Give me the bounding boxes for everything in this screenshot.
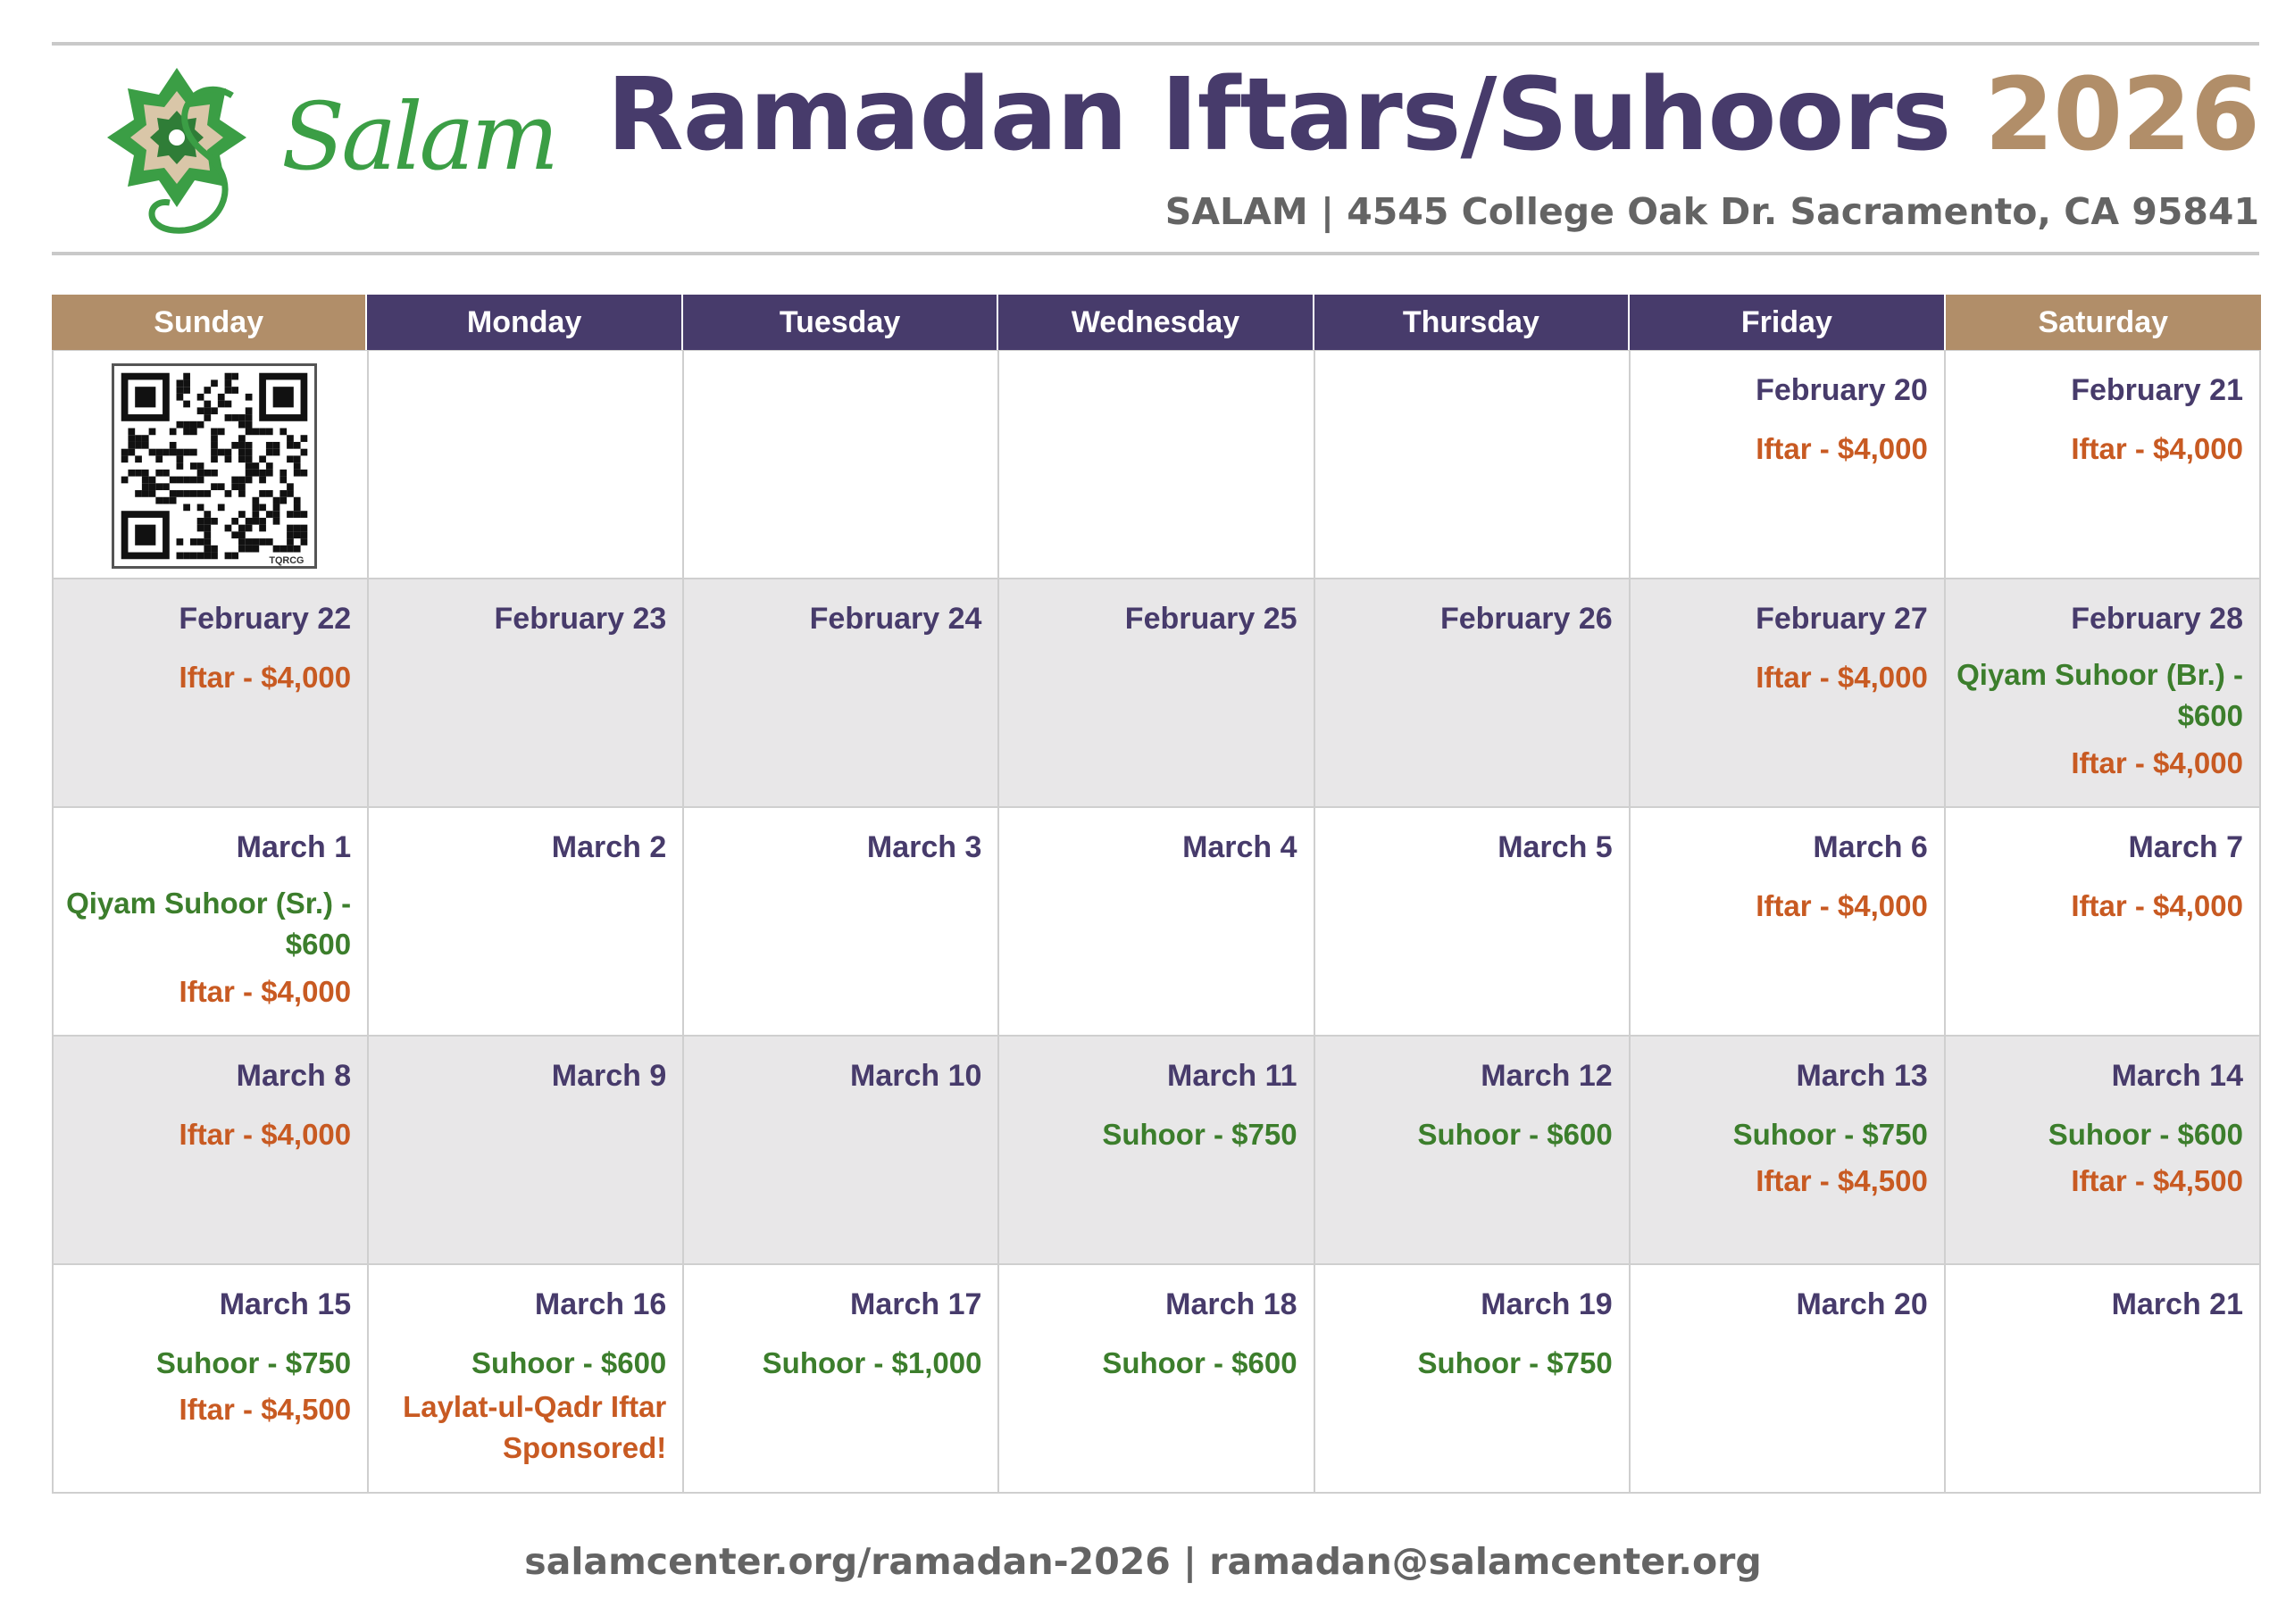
calendar-day-cell <box>369 351 684 579</box>
day-date-label: March 13 <box>1796 1059 1928 1093</box>
calendar-day-cell <box>684 579 999 808</box>
calendar-day-cell <box>684 808 999 1037</box>
day-header-monday: Monday <box>367 295 682 350</box>
calendar-day-cell <box>1631 579 1946 808</box>
calendar-day-cell <box>1946 1037 2261 1265</box>
day-date-label: March 16 <box>534 1287 667 1321</box>
calendar-day-cell <box>1946 1265 2261 1494</box>
weekday-header <box>52 295 2261 350</box>
calendar-day-cell <box>999 579 1314 808</box>
star-flower-logo-icon <box>98 55 277 245</box>
calendar-day-cell <box>1315 808 1631 1037</box>
calendar-day-cell <box>999 1037 1314 1265</box>
day-date-label: March 5 <box>1498 830 1613 864</box>
day-date-label: March 20 <box>1796 1287 1928 1321</box>
calendar-day-cell <box>54 351 369 579</box>
day-header-wednesday: Wednesday <box>998 295 1314 350</box>
day-date-label: February 20 <box>1756 373 1928 407</box>
logo-wordmark: Salam <box>281 82 556 191</box>
day-header-sunday: Sunday <box>52 295 367 350</box>
qr-code-icon[interactable] <box>112 363 317 569</box>
calendar-day-cell <box>369 579 684 808</box>
day-date-label: March 3 <box>866 830 982 864</box>
calendar-day-cell <box>369 808 684 1037</box>
suhoor-sponsorship-item: Suhoor - $600 <box>471 1346 667 1379</box>
day-date-label: March 10 <box>850 1059 982 1093</box>
day-header-thursday: Thursday <box>1314 295 1630 350</box>
iftar-sponsorship-item: Iftar - $4,500 <box>179 1393 352 1426</box>
suhoor-sponsorship-item: Suhoor - $600 <box>1417 1118 1613 1151</box>
iftar-sponsorship-item: Iftar - $4,500 <box>2071 1164 2243 1197</box>
calendar-day-cell <box>369 1265 684 1494</box>
footer-contact[interactable]: salamcenter.org/ramadan-2026 | ramadan@salamcenter.org <box>524 1540 1762 1583</box>
iftar-sponsorship-item: Iftar - $4,500 <box>1756 1164 1928 1197</box>
day-date-label: February 22 <box>179 602 352 636</box>
calendar-day-cell <box>54 1265 369 1494</box>
iftar-sponsorship-item: Iftar - $4,000 <box>2071 889 2243 922</box>
salam-logo <box>98 55 556 245</box>
day-date-label: February 21 <box>2071 373 2243 407</box>
calendar-day-cell <box>54 1037 369 1265</box>
title-year: 2026 <box>1984 57 2259 173</box>
day-date-label: March 9 <box>551 1059 667 1093</box>
calendar-day-cell <box>1946 351 2261 579</box>
iftar-sponsorship-item: Laylat-ul-Qadr Iftar Sponsored! <box>403 1390 667 1464</box>
day-date-label: March 7 <box>2128 830 2243 864</box>
qiyam-sponsorship-item: Qiyam Suhoor (Sr.) - $600 <box>66 887 352 961</box>
day-date-label: March 19 <box>1481 1287 1613 1321</box>
day-date-label: March 21 <box>2111 1287 2243 1321</box>
calendar-day-cell <box>999 808 1314 1037</box>
calendar-day-cell <box>1946 579 2261 808</box>
calendar-day-cell <box>1631 1037 1946 1265</box>
qr-code-label: TQRCG <box>269 554 305 566</box>
day-date-label: February 27 <box>1756 602 1928 636</box>
iftar-sponsorship-item: Iftar - $4,000 <box>1756 889 1928 922</box>
day-date-label: March 14 <box>2111 1059 2243 1093</box>
calendar-day-cell <box>1631 1265 1946 1494</box>
qiyam-sponsorship-item: Qiyam Suhoor (Br.) - $600 <box>1956 658 2243 732</box>
day-date-label: February 24 <box>809 602 982 636</box>
day-date-label: February 28 <box>2071 602 2243 636</box>
day-date-label: March 6 <box>1813 830 1928 864</box>
calendar-day-cell <box>1631 808 1946 1037</box>
calendar-day-cell <box>1631 351 1946 579</box>
day-date-label: February 23 <box>494 602 667 636</box>
day-header-friday: Friday <box>1630 295 1945 350</box>
calendar-day-cell <box>369 1037 684 1265</box>
day-date-label: March 15 <box>219 1287 352 1321</box>
day-date-label: March 2 <box>551 830 667 864</box>
iftar-sponsorship-item: Iftar - $4,000 <box>2071 746 2243 779</box>
day-date-label: March 12 <box>1481 1059 1613 1093</box>
ramadan-calendar <box>52 295 2261 1494</box>
calendar-day-cell <box>684 1037 999 1265</box>
calendar-day-cell <box>1315 1265 1631 1494</box>
day-header-tuesday: Tuesday <box>683 295 998 350</box>
calendar-day-cell <box>1946 808 2261 1037</box>
day-date-label: March 18 <box>1165 1287 1297 1321</box>
calendar-grid <box>52 350 2261 1494</box>
suhoor-sponsorship-item: Suhoor - $1,000 <box>762 1346 982 1379</box>
calendar-day-cell <box>54 579 369 808</box>
suhoor-sponsorship-item: Suhoor - $600 <box>2048 1118 2243 1151</box>
calendar-day-cell <box>999 351 1314 579</box>
calendar-day-cell <box>1315 351 1631 579</box>
address-subtitle: SALAM | 4545 College Oak Dr. Sacramento, CA 95841 <box>1164 190 2259 233</box>
calendar-day-cell <box>54 808 369 1037</box>
day-header-saturday: Saturday <box>1946 295 2261 350</box>
day-date-label: February 26 <box>1439 602 1613 636</box>
suhoor-sponsorship-item: Suhoor - $750 <box>155 1346 352 1379</box>
iftar-sponsorship-item: Iftar - $4,000 <box>2071 432 2243 465</box>
day-date-label: March 8 <box>236 1059 352 1093</box>
day-date-label: March 17 <box>850 1287 982 1321</box>
suhoor-sponsorship-item: Suhoor - $750 <box>1732 1118 1928 1151</box>
suhoor-sponsorship-item: Suhoor - $750 <box>1417 1346 1613 1379</box>
iftar-sponsorship-item: Iftar - $4,000 <box>179 1118 352 1151</box>
top-divider <box>52 42 2259 46</box>
day-date-label: February 25 <box>1124 602 1297 636</box>
header-divider <box>52 252 2259 255</box>
iftar-sponsorship-item: Iftar - $4,000 <box>1756 432 1928 465</box>
suhoor-sponsorship-item: Suhoor - $600 <box>1102 1346 1297 1379</box>
day-date-label: March 1 <box>236 830 352 864</box>
calendar-day-cell <box>999 1265 1314 1494</box>
calendar-day-cell <box>1315 579 1631 808</box>
page-title <box>606 57 2259 173</box>
iftar-sponsorship-item: Iftar - $4,000 <box>179 975 352 1008</box>
title-main: Ramadan Iftars/Suhoors <box>606 57 1951 173</box>
iftar-sponsorship-item: Iftar - $4,000 <box>1756 661 1928 694</box>
calendar-day-cell <box>1315 1037 1631 1265</box>
iftar-sponsorship-item: Iftar - $4,000 <box>179 661 352 694</box>
suhoor-sponsorship-item: Suhoor - $750 <box>1102 1118 1297 1151</box>
day-date-label: March 11 <box>1167 1059 1297 1093</box>
day-date-label: March 4 <box>1182 830 1297 864</box>
calendar-day-cell <box>684 1265 999 1494</box>
calendar-day-cell <box>684 351 999 579</box>
